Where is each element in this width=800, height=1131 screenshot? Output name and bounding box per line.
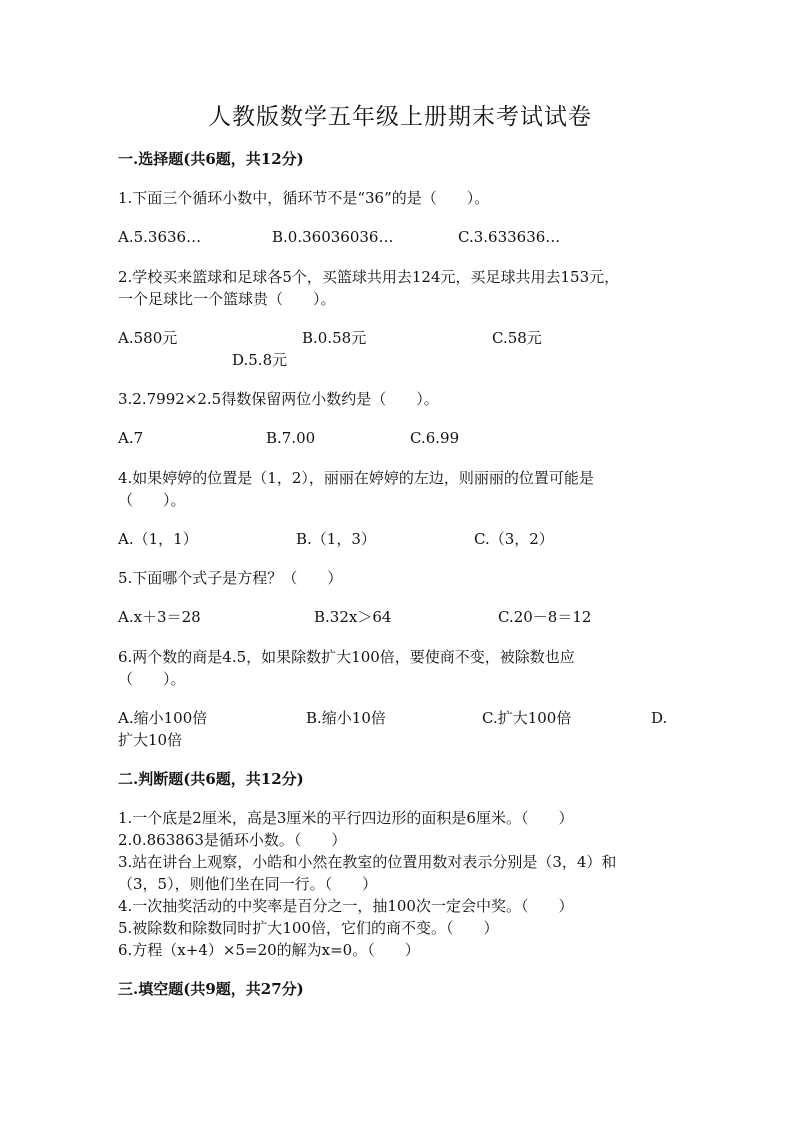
judgement-item-1: 1.一个底是2厘米，高是3厘米的平行四边形的面积是6厘米。（ ） (118, 809, 574, 827)
q6-option-a: A.缩小100倍 (118, 709, 208, 727)
question-2-line1: 2.学校买来篮球和足球各5个，买篮球共用去124元，买足球共用去153元， (118, 268, 620, 286)
section-heading-fill-in: 三.填空题(共9题，共27分) (118, 980, 304, 998)
q5-option-c: C.20－8＝12 (498, 608, 592, 626)
question-5: 5.下面哪个式子是方程？（ ） (118, 569, 343, 587)
question-2-line2: 一个足球比一个篮球贵（ ）。 (118, 290, 336, 308)
judgement-item-4: 4.一次抽奖活动的中奖率是百分之一，抽100次一定会中奖。（ ） (118, 897, 574, 915)
q3-option-a: A.7 (118, 429, 144, 447)
question-6-line1: 6.两个数的商是4.5，如果除数扩大100倍，要使商不变，被除数也应 (118, 648, 575, 666)
question-4-line2: （ ）。 (118, 491, 186, 509)
judgement-item-2: 2.0.863863是循环小数。（ ） (118, 831, 347, 849)
q1-option-a: A.5.3636… (118, 228, 202, 246)
q1-option-b: B.0.36036036… (272, 228, 394, 246)
q3-option-c: C.6.99 (410, 429, 460, 447)
q2-option-c: C.58元 (492, 329, 542, 347)
q6-option-b: B.缩小10倍 (306, 709, 386, 727)
q5-option-b: B.32x＞64 (314, 608, 392, 626)
section-heading-judgement: 二.判断题(共6题，共12分) (118, 770, 304, 788)
q6-option-c: C.扩大100倍 (482, 709, 572, 727)
section-heading-choice: 一.选择题(共6题，共12分) (118, 150, 304, 168)
q6-option-d-continued: 扩大10倍 (118, 731, 183, 749)
question-4-line1: 4.如果婷婷的位置是（1，2），丽丽在婷婷的左边，则丽丽的位置可能是 (118, 469, 594, 487)
q4-option-b: B.（1，3） (296, 530, 376, 548)
q4-option-a: A.（1，1） (118, 530, 198, 548)
question-6-line2: （ ）。 (118, 670, 186, 688)
q2-option-a: A.580元 (118, 329, 178, 347)
judgement-item-6: 6.方程（x+4）×5=20的解为x=0。（ ） (118, 941, 420, 959)
exam-title: 人教版数学五年级上册期末考试试卷 (208, 104, 592, 130)
judgement-item-5: 5.被除数和除数同时扩大100倍，它们的商不变。（ ） (118, 919, 499, 937)
q1-option-c: C.3.633636… (458, 228, 561, 246)
question-3: 3.2.7992×2.5得数保留两位小数约是（ ）。 (118, 390, 439, 408)
judgement-item-3-line1: 3.站在讲台上观察，小皓和小然在教室的位置用数对表示分别是（3，4）和 (118, 853, 617, 871)
q2-option-d: D.5.8元 (232, 351, 288, 369)
q6-option-d: D. (651, 709, 668, 727)
q3-option-b: B.7.00 (266, 429, 316, 447)
q4-option-c: C.（3，2） (474, 530, 554, 548)
question-1: 1.下面三个循环小数中，循环节不是“36”的是（ ）。 (118, 189, 490, 207)
judgement-item-3-line2: （3，5），则他们坐在同一行。（ ） (118, 875, 378, 893)
q5-option-a: A.x＋3＝28 (118, 608, 201, 626)
q2-option-b: B.0.58元 (302, 329, 367, 347)
